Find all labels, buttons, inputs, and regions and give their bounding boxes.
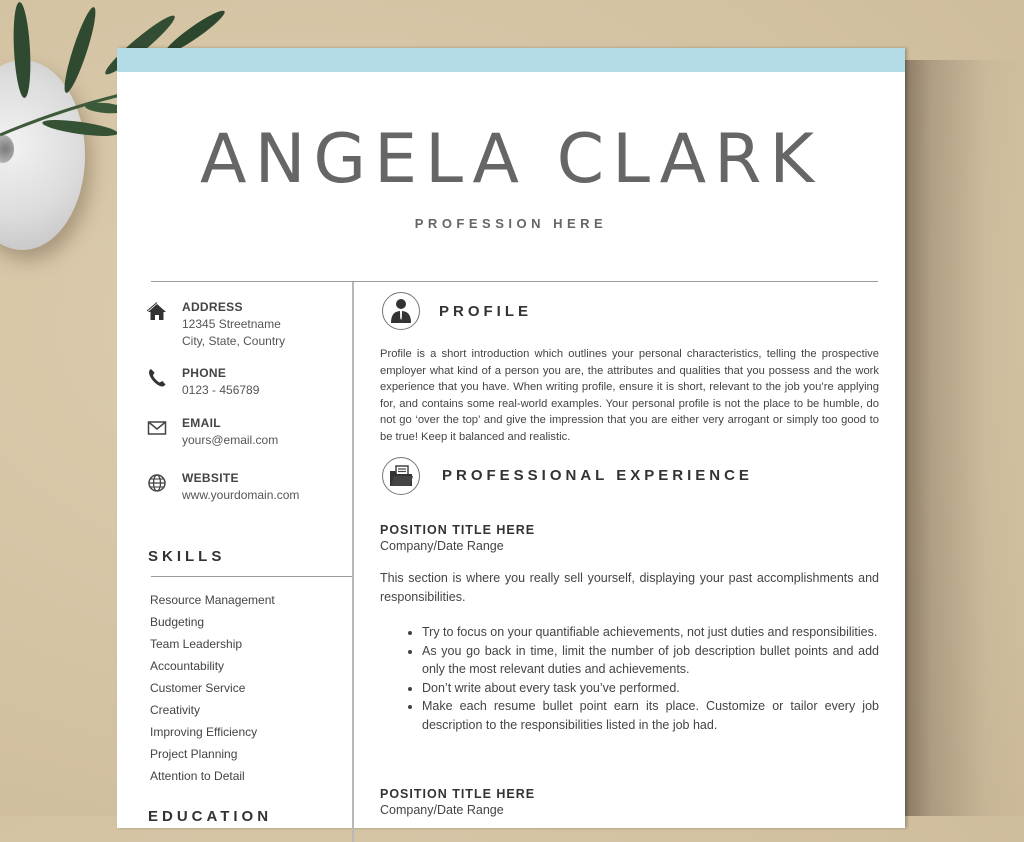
bullet-item: • As you go back in time, limit the number of job description bullet points and add only the most relevant duties and achievements. (422, 642, 879, 679)
globe-icon (147, 473, 167, 493)
candidate-name: ANGELA CLARK (200, 120, 822, 199)
profile-heading: PROFILE (439, 303, 533, 320)
address-line-2: City, State, Country (182, 334, 286, 348)
skill-item: Budgeting (150, 615, 205, 629)
skills-heading: SKILLS (148, 548, 226, 565)
envelope-icon (147, 418, 167, 438)
phone-label: PHONE (182, 366, 227, 380)
experience-heading: PROFESSIONAL EXPERIENCE (442, 467, 753, 484)
profile-icon-badge (382, 292, 420, 330)
position-bullets (380, 623, 879, 734)
skill-item: Creativity (150, 703, 201, 717)
person-icon (389, 298, 413, 324)
skill-item: Team Leadership (150, 637, 243, 651)
folder-icon (388, 465, 414, 487)
bullet-item: • Try to focus on your quantifiable achievements, not just duties and responsibilities. (422, 623, 879, 642)
skill-item: Customer Service (150, 681, 246, 695)
profession-title: PROFESSION HERE (414, 216, 608, 231)
experience-icon-badge (382, 457, 420, 495)
resume-page (117, 48, 905, 828)
profile-text: Profile is a short introduction which outlines your personal characteristics, telling the prospective employer what kind of a person you are, the attributes and qualities that you possess and the work experience that you have. When writing profile, ensure it is short, relevant to the job you’re applying for, and contains some real-world examples. Your personal profile is not the place to be humble, do not go ‘over the top’ and give the impression that you are either very arrogant or simply too good to be true! Keep it balanced and realistic. (380, 348, 879, 443)
home-icon (147, 302, 167, 322)
position-intro: This section is where you really sell yourself, displaying your past accomplishments and responsibilities. (380, 571, 879, 604)
skill-item: Improving Efficiency (150, 725, 258, 739)
skill-item: Attention to Detail (150, 769, 245, 783)
column-divider (352, 282, 354, 842)
page-shadow (900, 60, 1024, 816)
skill-item: Accountability (150, 659, 225, 673)
website-label: WEBSITE (182, 471, 239, 485)
website-value[interactable]: www.yourdomain.com (182, 488, 300, 502)
email-value[interactable]: yours@email.com (182, 433, 279, 447)
position-title: POSITION TITLE HERE (380, 787, 536, 801)
phone-value[interactable]: 0123 - 456789 (182, 383, 260, 397)
address-label: ADDRESS (182, 300, 243, 314)
bullet-item: • Make each resume bullet point earn its place. Customize or tailor every job description to the responsibilities listed in the job had. (422, 697, 879, 734)
address-line-1: 12345 Streetname (182, 317, 281, 331)
header-divider (151, 281, 878, 282)
email-label: EMAIL (182, 416, 221, 430)
accent-band (117, 48, 905, 72)
position-company-date: Company/Date Range (380, 803, 504, 817)
skills-list (150, 592, 275, 790)
bullet-item: • Don’t write about every task you’ve performed. (422, 679, 879, 698)
position-title: POSITION TITLE HERE (380, 523, 536, 537)
skill-item: Resource Management (150, 593, 275, 607)
skills-divider (151, 576, 352, 577)
phone-icon (147, 368, 167, 388)
education-heading: EDUCATION (148, 808, 273, 825)
position-company-date: Company/Date Range (380, 539, 504, 553)
skill-item: Project Planning (150, 747, 238, 761)
